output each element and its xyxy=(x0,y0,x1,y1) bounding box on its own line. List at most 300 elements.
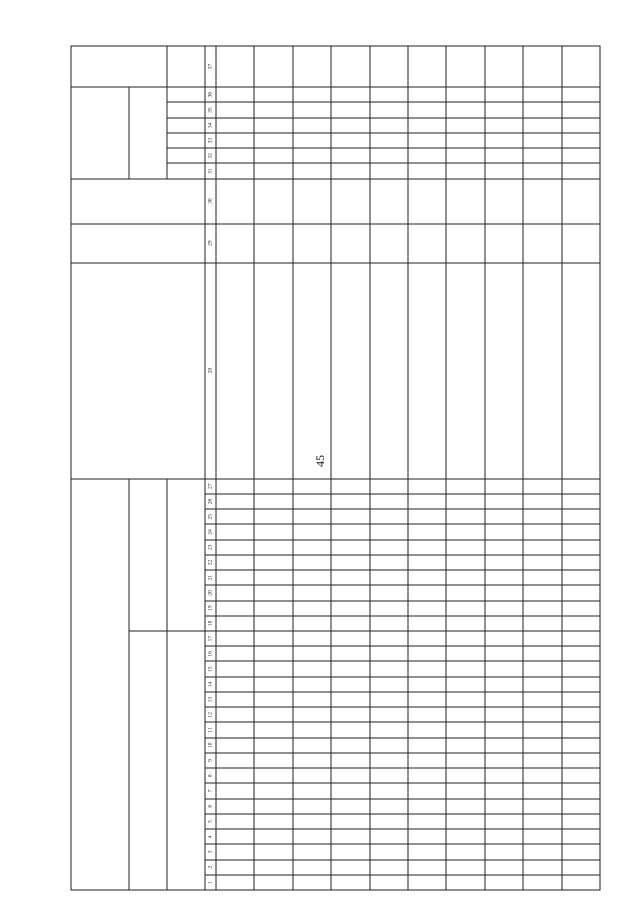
table-cell xyxy=(484,844,522,859)
table-cell xyxy=(484,524,522,539)
table-cell xyxy=(407,46,445,87)
table-cell xyxy=(254,178,292,223)
table-cell xyxy=(369,768,407,783)
table-cell xyxy=(254,600,292,615)
table-cell xyxy=(216,117,254,132)
table-cell xyxy=(561,722,599,737)
table-cell xyxy=(523,691,561,706)
table-cell xyxy=(407,768,445,783)
column-number: 7 xyxy=(205,783,216,798)
table-cell xyxy=(331,661,369,676)
table-cell xyxy=(484,493,522,508)
table-cell xyxy=(216,585,254,600)
column-numbers-row xyxy=(205,46,216,890)
table-cell xyxy=(292,117,330,132)
column-number: 4 xyxy=(205,829,216,844)
table-cell xyxy=(484,554,522,569)
table-cell xyxy=(216,539,254,554)
year-header-5 xyxy=(167,102,205,117)
table-cell xyxy=(369,554,407,569)
table-cell xyxy=(407,874,445,889)
table-cell xyxy=(407,783,445,798)
column-number: 15 xyxy=(205,661,216,676)
table-body xyxy=(216,46,600,890)
table-cell xyxy=(523,752,561,767)
table-cell xyxy=(523,707,561,722)
table-cell xyxy=(369,262,407,478)
table-cell xyxy=(446,783,484,798)
table-cell xyxy=(331,163,369,178)
table-cell xyxy=(561,859,599,874)
table-cell xyxy=(254,148,292,163)
table-cell xyxy=(523,524,561,539)
column-number: 25 xyxy=(205,509,216,524)
table-cell xyxy=(561,691,599,706)
table-cell xyxy=(561,798,599,813)
table-cell xyxy=(216,163,254,178)
table-cell xyxy=(331,752,369,767)
table-cell xyxy=(407,661,445,676)
table-cell xyxy=(369,117,407,132)
table-cell xyxy=(331,132,369,147)
table-cell xyxy=(407,722,445,737)
table-cell xyxy=(407,132,445,147)
table-cell xyxy=(216,707,254,722)
unit-header xyxy=(71,223,205,262)
table-cell xyxy=(216,661,254,676)
table-cell xyxy=(254,676,292,691)
table-row xyxy=(407,46,445,890)
table-cell xyxy=(331,691,369,706)
table-cell xyxy=(561,46,599,87)
table-cell xyxy=(561,570,599,585)
table-cell xyxy=(446,600,484,615)
table-cell xyxy=(216,844,254,859)
table-cell xyxy=(369,783,407,798)
table-cell xyxy=(484,859,522,874)
table-cell xyxy=(561,631,599,646)
table-cell xyxy=(407,631,445,646)
column-number: 32 xyxy=(205,148,216,163)
column-number: 28 xyxy=(205,262,216,478)
table-cell xyxy=(446,223,484,262)
table-cell xyxy=(292,178,330,223)
table-cell xyxy=(216,600,254,615)
table-cell xyxy=(292,737,330,752)
table-cell xyxy=(446,509,484,524)
column-number: 10 xyxy=(205,737,216,752)
table-cell xyxy=(331,493,369,508)
table-cell xyxy=(446,691,484,706)
table-cell xyxy=(523,117,561,132)
table-cell xyxy=(369,600,407,615)
table-cell xyxy=(254,585,292,600)
table-cell xyxy=(407,87,445,103)
table-cell xyxy=(484,46,522,87)
table-cell xyxy=(446,102,484,117)
table-cell xyxy=(254,570,292,585)
table-cell xyxy=(254,768,292,783)
table-cell xyxy=(523,102,561,117)
table-cell xyxy=(407,646,445,661)
table-cell xyxy=(292,223,330,262)
table-cell xyxy=(523,585,561,600)
table-cell xyxy=(292,585,330,600)
table-cell xyxy=(216,493,254,508)
table-cell xyxy=(407,509,445,524)
table-cell xyxy=(484,631,522,646)
table-cell xyxy=(484,87,522,103)
extra-sub-header xyxy=(167,478,205,630)
table-cell xyxy=(254,615,292,630)
table-cell xyxy=(292,813,330,828)
year-header-6 xyxy=(167,87,205,103)
table-cell xyxy=(216,132,254,147)
table-cell xyxy=(254,798,292,813)
table-cell xyxy=(446,163,484,178)
table-cell xyxy=(523,844,561,859)
table-cell xyxy=(216,178,254,223)
table-row xyxy=(484,46,522,890)
table-cell xyxy=(216,874,254,889)
table-cell xyxy=(446,148,484,163)
table-cell xyxy=(369,585,407,600)
table-cell xyxy=(292,87,330,103)
column-number: 6 xyxy=(205,798,216,813)
table-cell xyxy=(407,600,445,615)
table-cell xyxy=(446,737,484,752)
table-cell xyxy=(484,262,522,478)
table-cell xyxy=(484,585,522,600)
table-cell xyxy=(331,539,369,554)
table-cell xyxy=(561,178,599,223)
table-cell xyxy=(523,493,561,508)
table-cell xyxy=(561,493,599,508)
table-cell xyxy=(369,102,407,117)
table-cell xyxy=(484,615,522,630)
table-cell xyxy=(254,646,292,661)
table-cell xyxy=(407,102,445,117)
table-cell xyxy=(523,722,561,737)
table-cell xyxy=(331,829,369,844)
table-cell xyxy=(254,493,292,508)
column-number: 23 xyxy=(205,539,216,554)
column-number: 21 xyxy=(205,570,216,585)
table-cell xyxy=(523,163,561,178)
table-cell xyxy=(407,117,445,132)
table-cell xyxy=(484,117,522,132)
column-number: 31 xyxy=(205,163,216,178)
table-cell xyxy=(446,539,484,554)
table-cell xyxy=(407,737,445,752)
classification-header xyxy=(71,478,129,889)
table-cell xyxy=(254,752,292,767)
column-number: 37 xyxy=(205,46,216,87)
table-cell xyxy=(292,631,330,646)
column-number: 30 xyxy=(205,178,216,223)
table-cell xyxy=(561,874,599,889)
table-cell xyxy=(484,539,522,554)
table-cell xyxy=(254,262,292,478)
table-cell xyxy=(331,813,369,828)
table-cell xyxy=(523,600,561,615)
table-cell xyxy=(292,676,330,691)
table-cell xyxy=(407,585,445,600)
table-cell xyxy=(484,102,522,117)
table-row xyxy=(292,46,330,890)
column-number: 1 xyxy=(205,874,216,889)
table-cell xyxy=(369,798,407,813)
table-cell xyxy=(523,631,561,646)
table-cell xyxy=(407,570,445,585)
table-cell xyxy=(292,570,330,585)
table-cell xyxy=(254,874,292,889)
table-cell xyxy=(292,752,330,767)
target-header xyxy=(71,46,167,87)
table-cell xyxy=(561,737,599,752)
column-number: 16 xyxy=(205,646,216,661)
table-cell xyxy=(292,798,330,813)
table-cell xyxy=(216,148,254,163)
table-cell xyxy=(446,554,484,569)
table-cell xyxy=(254,117,292,132)
table-cell xyxy=(561,752,599,767)
table-cell xyxy=(523,539,561,554)
table-cell xyxy=(292,478,330,493)
table-cell xyxy=(523,859,561,874)
table-row xyxy=(254,46,292,890)
table-cell xyxy=(331,87,369,103)
table-cell xyxy=(331,874,369,889)
table-cell xyxy=(446,722,484,737)
table-cell xyxy=(407,223,445,262)
table-cell xyxy=(369,631,407,646)
table-cell xyxy=(331,737,369,752)
table-cell xyxy=(446,859,484,874)
column-number: 34 xyxy=(205,117,216,132)
table-cell xyxy=(216,262,254,478)
table-cell xyxy=(254,691,292,706)
table-cell xyxy=(407,676,445,691)
table-cell xyxy=(292,132,330,147)
column-number: 36 xyxy=(205,87,216,103)
table-cell xyxy=(407,554,445,569)
table-cell xyxy=(561,223,599,262)
table-cell xyxy=(331,676,369,691)
table-cell xyxy=(369,178,407,223)
table-cell xyxy=(561,813,599,828)
table-cell xyxy=(446,768,484,783)
table-cell xyxy=(216,478,254,493)
table-cell xyxy=(369,646,407,661)
table-cell xyxy=(216,722,254,737)
column-number: 33 xyxy=(205,132,216,147)
table-cell xyxy=(523,676,561,691)
table-cell xyxy=(369,524,407,539)
table-cell xyxy=(407,829,445,844)
table-cell xyxy=(407,163,445,178)
column-number: 8 xyxy=(205,768,216,783)
table-cell xyxy=(484,783,522,798)
column-number: 12 xyxy=(205,707,216,722)
table-cell xyxy=(254,631,292,646)
table-cell xyxy=(446,87,484,103)
table-cell xyxy=(484,691,522,706)
table-cell xyxy=(369,844,407,859)
table-cell xyxy=(331,178,369,223)
table-cell xyxy=(446,829,484,844)
table-cell xyxy=(484,163,522,178)
table-cell xyxy=(369,223,407,262)
table-cell xyxy=(484,223,522,262)
table-row xyxy=(331,46,369,890)
table-cell xyxy=(523,783,561,798)
table-cell xyxy=(369,570,407,585)
table-cell xyxy=(331,600,369,615)
plan-header xyxy=(71,87,129,179)
table-cell xyxy=(369,859,407,874)
table-cell xyxy=(407,844,445,859)
column-number: 2 xyxy=(205,859,216,874)
column-number: 29 xyxy=(205,223,216,262)
table-cell xyxy=(446,676,484,691)
table-cell xyxy=(369,478,407,493)
table-cell xyxy=(523,178,561,223)
table-cell xyxy=(331,707,369,722)
table-cell xyxy=(369,46,407,87)
table-cell xyxy=(331,615,369,630)
table-cell xyxy=(446,631,484,646)
table-cell xyxy=(407,798,445,813)
table-cell xyxy=(216,570,254,585)
table-cell xyxy=(484,570,522,585)
table-cell xyxy=(561,524,599,539)
table-cell xyxy=(561,707,599,722)
table-cell xyxy=(369,676,407,691)
table-cell xyxy=(407,493,445,508)
table-cell xyxy=(561,148,599,163)
rotated-table-container xyxy=(70,45,600,890)
table-cell xyxy=(561,554,599,569)
table-cell xyxy=(446,661,484,676)
column-number: 17 xyxy=(205,631,216,646)
table-cell xyxy=(292,539,330,554)
table-cell xyxy=(254,223,292,262)
table-cell xyxy=(216,737,254,752)
table-cell xyxy=(254,661,292,676)
column-number: 9 xyxy=(205,752,216,767)
table-cell xyxy=(292,661,330,676)
table-cell xyxy=(254,829,292,844)
table-cell xyxy=(331,509,369,524)
table-cell xyxy=(254,132,292,147)
table-cell xyxy=(561,600,599,615)
column-number: 20 xyxy=(205,585,216,600)
table-cell xyxy=(292,829,330,844)
years-group-header xyxy=(129,87,167,179)
table-cell xyxy=(407,707,445,722)
table-cell xyxy=(561,585,599,600)
table-cell xyxy=(523,768,561,783)
table-cell xyxy=(369,874,407,889)
table-cell xyxy=(369,707,407,722)
page-number: 45 xyxy=(313,455,327,467)
table-cell xyxy=(561,163,599,178)
table-cell xyxy=(484,707,522,722)
table-cell xyxy=(369,691,407,706)
table-cell xyxy=(523,87,561,103)
table-cell xyxy=(369,615,407,630)
table-cell xyxy=(523,570,561,585)
table-cell xyxy=(407,539,445,554)
table-cell xyxy=(523,132,561,147)
table-cell xyxy=(331,570,369,585)
table-cell xyxy=(523,615,561,630)
table-cell xyxy=(254,102,292,117)
table-cell xyxy=(216,829,254,844)
table-cell xyxy=(523,148,561,163)
table-cell xyxy=(523,798,561,813)
column-number: 14 xyxy=(205,676,216,691)
table-cell xyxy=(407,148,445,163)
program-table xyxy=(70,45,600,890)
table-cell xyxy=(254,524,292,539)
table-cell xyxy=(292,646,330,661)
table-cell xyxy=(446,570,484,585)
table-cell xyxy=(446,798,484,813)
table-cell xyxy=(523,46,561,87)
table-cell xyxy=(331,524,369,539)
table-cell xyxy=(561,117,599,132)
table-cell xyxy=(561,478,599,493)
table-cell xyxy=(369,132,407,147)
table-cell xyxy=(254,87,292,103)
table-cell xyxy=(292,262,330,478)
table-cell xyxy=(484,600,522,615)
budget-sub-header xyxy=(167,631,205,890)
table-cell xyxy=(254,859,292,874)
table-cell xyxy=(331,46,369,87)
table-cell xyxy=(216,798,254,813)
table-cell xyxy=(523,813,561,828)
table-cell xyxy=(292,874,330,889)
table-cell xyxy=(254,737,292,752)
table-cell xyxy=(331,117,369,132)
column-number: 18 xyxy=(205,615,216,630)
table-cell xyxy=(523,661,561,676)
table-cell xyxy=(561,676,599,691)
table-cell xyxy=(216,223,254,262)
column-number: 5 xyxy=(205,813,216,828)
table-cell xyxy=(484,148,522,163)
table-cell xyxy=(254,539,292,554)
table-cell xyxy=(292,707,330,722)
table-cell xyxy=(292,554,330,569)
table-cell xyxy=(216,768,254,783)
table-cell xyxy=(407,859,445,874)
table-cell xyxy=(254,783,292,798)
table-cell xyxy=(484,661,522,676)
table-cell xyxy=(407,752,445,767)
table-cell xyxy=(292,600,330,615)
table-cell xyxy=(292,102,330,117)
table-row xyxy=(216,46,254,890)
table-cell xyxy=(523,829,561,844)
value-header xyxy=(167,46,205,87)
table-cell xyxy=(484,178,522,223)
table-cell xyxy=(484,676,522,691)
table-cell xyxy=(446,752,484,767)
